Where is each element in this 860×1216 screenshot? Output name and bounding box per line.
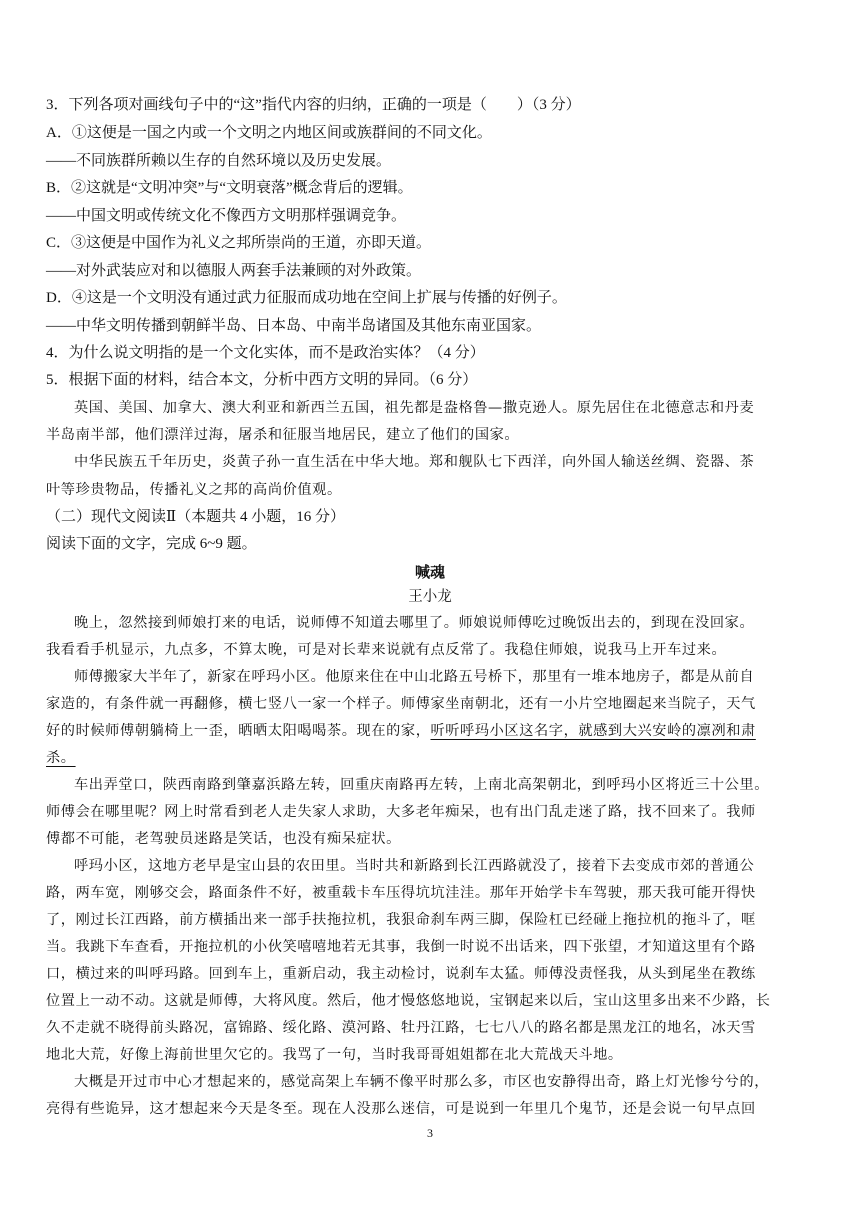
article-p4-line-5: 口，横过来的叫呼玛路。回到车上，重新启动，我主动检讨，说刹车太猛。师傅没责怪我，从头到尾坐在教练: [46, 966, 756, 982]
reading-instruction: 阅读下面的文字，完成 6~9 题。: [46, 536, 257, 552]
option-c-note: ——对外武装应对和以德服人两套手法兼顾的对外政策。: [46, 263, 422, 279]
article-p4-line-3: 了，刚过长江西路，前方横插出来一部手扶拖拉机，我狠命刹车两三脚，保险杠已经碰上拖拉机的拖斗了，哐: [46, 912, 756, 928]
option-c: C．③这便是中国作为礼义之邦所崇尚的王道，亦即天道。: [46, 235, 432, 251]
article-p3-line-2: 师傅会在哪里呢？网上时常看到老人走失家人求助，大多老年痴呆，也有出门乱走迷了路，找不回来了。我师: [46, 804, 756, 820]
article-p5-line-2: 亮得有些诡异，这才想起来今天是冬至。现在人没那么迷信，可是说到一年里几个鬼节，还是会说一句早点回: [46, 1101, 756, 1117]
article-p1-line-1: 晚上，忽然接到师娘打来的电话，说师傅不知道去哪里了。师娘说师傅吃过晚饭出去的，到现在没回家。: [74, 615, 755, 631]
article-p4-line-2: 路，两车宽，刚够交会，路面条件不好，被重载卡车压得坑坑洼洼。那年开始学卡车驾驶，那天我可能开得快: [46, 885, 756, 901]
option-d: D．④这是一个文明没有通过武力征服而成功地在空间上扩展与传播的好例子。: [46, 290, 567, 306]
option-b-note: ——中国文明或传统文化不像西方文明那样强调竞争。: [46, 208, 407, 224]
question-5: 5．根据下面的材料，结合本文，分析中西方文明的异同。（6 分）: [46, 372, 478, 388]
article-p1-line-2: 我看看手机显示，九点多，不算太晚，可是对长辈来说就有点反常了。我稳住师娘，说我马上开车过来。: [46, 642, 727, 658]
article-p3-line-3: 傅都不可能，老驾驶员迷路是笑话，也没有痴呆症状。: [46, 831, 401, 847]
article-p4-line-4: 当。我跳下车查看，开拖拉机的小伙笑嘻嘻地若无其事，我倒一时说不出话来，四下张望，才知道这里有个路: [46, 939, 756, 955]
article-p4-line-7: 久不走就不晓得前头路况，富锦路、绥化路、漠河路、牡丹江路，七七八八的路名都是黑龙江的地名，冰天雪: [46, 1020, 756, 1036]
article-p4-line-8: 地北大荒，好像上海前世里欠它的。我骂了一句，当时我哥哥姐姐都在北大荒战天斗地。: [46, 1047, 623, 1063]
article-p2-line-2: 家造的，有条件就一再翻修，横七竖八一家一个样子。师傅家坐南朝北，还有一小片空地圈起来当院子，天气: [46, 696, 756, 712]
page-number: 3: [427, 1126, 433, 1140]
article-p4-line-6: 位置上一动不动。这就是师傅，大将风度。然后，他才慢悠悠地说，宝钢起来以后，宝山这里多出来不少路，长: [46, 993, 771, 1009]
material-paragraph-2-line-1: 中华民族五千年历史，炎黄子孙一直生活在中华大地。郑和舰队七下西洋，向外国人输送丝绸、瓷器、茶: [74, 454, 755, 470]
article-p5-line-1: 大概是开过市中心才想起来的，感觉高架上车辆不像平时那么多，市区也安静得出奇，路上灯光惨兮兮的，: [74, 1074, 770, 1090]
option-d-note: ——中华文明传播到朝鲜半岛、日本岛、中南半岛诸国及其他东南亚国家。: [46, 318, 542, 334]
article-p4-line-1: 呼玛小区，这地方老早是宝山县的农田里。当时共和新路到长江西路就没了，接着下去变成市郊的普通公: [74, 858, 755, 874]
underlined-sentence-end: 杀。: [46, 750, 76, 766]
article-title: 喊魂: [414, 563, 445, 581]
question-3-stem: 3．下列各项对画线句子中的“这”指代内容的归纳，正确的一项是（ ）（3 分）: [46, 97, 581, 113]
article-author: 王小龙: [408, 589, 452, 605]
material-paragraph-2-line-2: 叶等珍贵物品，传播礼义之邦的高尚价值观。: [46, 482, 342, 498]
section-heading: （二）现代文阅读Ⅱ（本题共 4 小题，16 分）: [46, 509, 345, 525]
article-p2-line-1: 师傅搬家大半年了，新家在呼玛小区。他原来住在中山北路五号桥下，那里有一堆本地房子，都是从前自: [74, 669, 755, 685]
article-p2-line-3: [46, 721, 756, 741]
article-p2-line-3-text: 好的时候师傅朝躺椅上一歪，晒晒太阳喝喝茶。现在的家，: [46, 723, 431, 739]
material-paragraph-1-line-1: 英国、美国、加拿大、澳大利亚和新西兰五国，祖先都是盎格鲁—撒克逊人。原先居住在北德意志和丹麦: [74, 400, 755, 416]
material-paragraph-1-line-2: 半岛南半部，他们漂洋过海，屠杀和征服当地居民，建立了他们的国家。: [46, 427, 520, 443]
option-b: B．②这就是“文明冲突”与“文明衰落”概念背后的逻辑。: [46, 180, 413, 196]
underlined-sentence: 听听呼玛小区这名字，就感到大兴安岭的凛冽和肃: [430, 723, 756, 739]
option-a-note: ——不同族群所赖以生存的自然环境以及历史发展。: [46, 153, 392, 169]
option-a: A．①这便是一国之内或一个文明之内地区间或族群间的不同文化。: [46, 125, 492, 141]
question-4: 4．为什么说文明指的是一个文化实体，而不是政治实体？（4 分）: [46, 345, 485, 361]
article-p3-line-1: 车出弄堂口，陕西南路到肇嘉浜路左转，回重庆南路再左转，上南北高架朝北，到呼玛小区将近三十公里。: [74, 777, 770, 793]
